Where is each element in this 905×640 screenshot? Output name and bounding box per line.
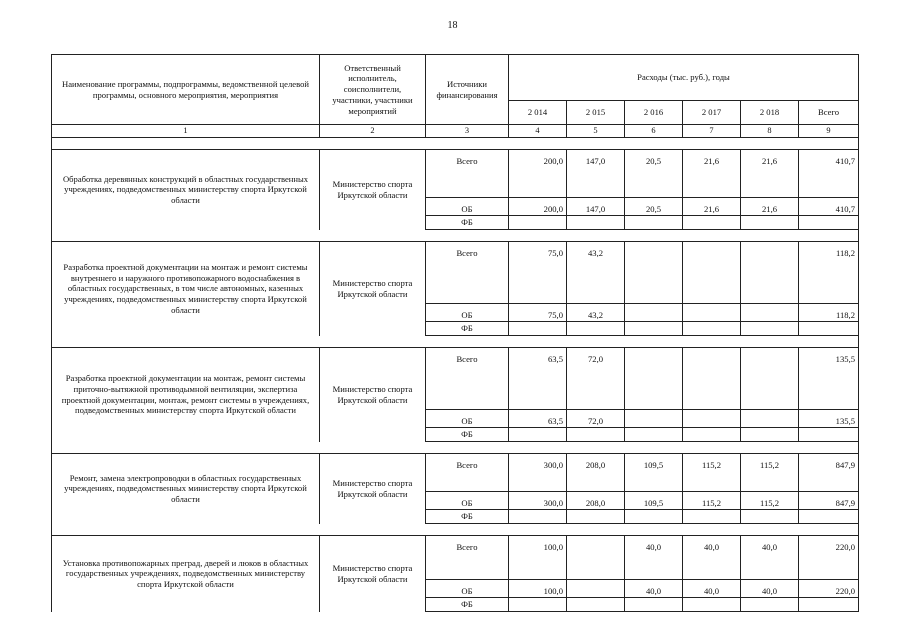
year-value-cell: 109,5	[625, 492, 683, 510]
year-value-cell: 75,0	[509, 242, 567, 304]
source-cell-vsego: Всего	[426, 242, 509, 304]
source-cell-vsego: Всего	[426, 348, 509, 410]
program-name-cell: Обработка деревянных конструкций в областных государственных учреждениях, подведомственных министерству спорта Иркутской области	[52, 150, 320, 230]
total-value-cell: 847,9	[799, 492, 859, 510]
year-value-cell	[625, 216, 683, 230]
row-spacer	[52, 138, 859, 150]
table-row-vsego	[52, 536, 859, 580]
year-value-cell: 200,0	[509, 150, 567, 198]
year-value-cell	[683, 410, 741, 428]
year-value-cell: 300,0	[509, 492, 567, 510]
year-value-cell	[625, 322, 683, 336]
year-value-cell: 72,0	[567, 410, 625, 428]
year-value-cell: 200,0	[509, 198, 567, 216]
year-value-cell	[509, 216, 567, 230]
spacer-cell	[52, 442, 859, 454]
year-value-cell: 100,0	[509, 580, 567, 598]
column-number: 5	[567, 125, 625, 138]
executor-cell: Министерство спорта Иркутской области	[320, 242, 426, 336]
year-value-cell: 208,0	[567, 454, 625, 492]
source-cell-vsego: Всего	[426, 150, 509, 198]
table-row-vsego	[52, 348, 859, 410]
source-cell-vsego: Всего	[426, 454, 509, 492]
source-cell-fb: ФБ	[426, 428, 509, 442]
column-number: 2	[320, 125, 426, 138]
program-name-cell: Разработка проектной документации на монтаж и ремонт системы внутреннего и наружного противопожарного водоснабжения в областных государственных, в том числе автономных, казенных учреждениях, подведомственных министерству спорта Иркутской области	[52, 242, 320, 336]
year-value-cell	[683, 598, 741, 612]
year-value-cell: 21,6	[683, 150, 741, 198]
header-year-2015: 2 015	[567, 101, 625, 125]
total-value-cell: 410,7	[799, 150, 859, 198]
year-value-cell	[683, 348, 741, 410]
year-value-cell	[741, 242, 799, 304]
row-spacer	[52, 442, 859, 454]
table-row-vsego	[52, 242, 859, 304]
source-cell-ob: ОБ	[426, 492, 509, 510]
total-value-cell: 135,5	[799, 348, 859, 410]
column-numbers-row	[52, 125, 859, 138]
year-value-cell: 21,6	[741, 150, 799, 198]
total-value-cell	[799, 428, 859, 442]
spacer-cell	[52, 336, 859, 348]
total-value-cell	[799, 216, 859, 230]
year-value-cell: 100,0	[509, 536, 567, 580]
year-value-cell	[567, 428, 625, 442]
year-value-cell	[567, 216, 625, 230]
year-value-cell: 147,0	[567, 150, 625, 198]
year-value-cell	[567, 580, 625, 598]
column-number: 1	[52, 125, 320, 138]
column-number: 4	[509, 125, 567, 138]
executor-cell: Министерство спорта Иркутской области	[320, 150, 426, 230]
executor-cell: Министерство спорта Иркутской области	[320, 348, 426, 442]
year-value-cell	[741, 322, 799, 336]
year-value-cell: 147,0	[567, 198, 625, 216]
total-value-cell: 410,7	[799, 198, 859, 216]
column-number: 6	[625, 125, 683, 138]
year-value-cell: 208,0	[567, 492, 625, 510]
header-year-2014: 2 014	[509, 101, 567, 125]
year-value-cell	[509, 322, 567, 336]
row-spacer	[52, 524, 859, 536]
header-year-2017: 2 017	[683, 101, 741, 125]
year-value-cell: 63,5	[509, 410, 567, 428]
year-value-cell: 300,0	[509, 454, 567, 492]
year-value-cell	[509, 598, 567, 612]
header-year-2018: 2 018	[741, 101, 799, 125]
year-value-cell: 21,6	[683, 198, 741, 216]
year-value-cell	[741, 510, 799, 524]
source-cell-fb: ФБ	[426, 598, 509, 612]
program-name-cell: Ремонт, замена электропроводки в областных государственных учреждениях, подведомственных министерству спорта Иркутской области	[52, 454, 320, 524]
row-spacer	[52, 230, 859, 242]
year-value-cell	[741, 348, 799, 410]
total-value-cell: 847,9	[799, 454, 859, 492]
source-cell-vsego: Всего	[426, 536, 509, 580]
year-value-cell	[625, 598, 683, 612]
year-value-cell	[625, 428, 683, 442]
year-value-cell	[567, 536, 625, 580]
year-value-cell	[683, 428, 741, 442]
year-value-cell	[567, 322, 625, 336]
year-value-cell	[741, 428, 799, 442]
source-cell-ob: ОБ	[426, 198, 509, 216]
year-value-cell: 109,5	[625, 454, 683, 492]
total-value-cell	[799, 598, 859, 612]
year-value-cell: 115,2	[683, 454, 741, 492]
total-value-cell: 118,2	[799, 304, 859, 322]
table-body	[52, 138, 859, 612]
source-cell-ob: ОБ	[426, 304, 509, 322]
year-value-cell	[625, 304, 683, 322]
column-number: 3	[426, 125, 509, 138]
header-executor: Ответственный исполнитель, соисполнители, участники, участники мероприятий	[320, 55, 426, 125]
expenses-table	[51, 54, 859, 612]
year-value-cell: 115,2	[683, 492, 741, 510]
year-value-cell	[683, 510, 741, 524]
row-spacer	[52, 336, 859, 348]
spacer-cell	[52, 230, 859, 242]
year-value-cell	[625, 348, 683, 410]
column-number: 9	[799, 125, 859, 138]
year-value-cell: 20,5	[625, 198, 683, 216]
spacer-cell	[52, 138, 859, 150]
year-value-cell: 40,0	[625, 536, 683, 580]
year-value-cell	[567, 598, 625, 612]
year-value-cell	[567, 510, 625, 524]
year-value-cell: 40,0	[683, 536, 741, 580]
header-total: Всего	[799, 101, 859, 125]
year-value-cell: 40,0	[741, 536, 799, 580]
year-value-cell	[683, 304, 741, 322]
header-expenses: Расходы (тыс. руб.), годы	[509, 55, 859, 101]
total-value-cell: 220,0	[799, 580, 859, 598]
year-value-cell: 40,0	[741, 580, 799, 598]
year-value-cell: 63,5	[509, 348, 567, 410]
source-cell-ob: ОБ	[426, 410, 509, 428]
year-value-cell	[509, 510, 567, 524]
executor-cell: Министерство спорта Иркутской области	[320, 536, 426, 612]
year-value-cell	[625, 242, 683, 304]
total-value-cell: 135,5	[799, 410, 859, 428]
year-value-cell	[741, 216, 799, 230]
program-name-cell: Разработка проектной документации на монтаж, ремонт системы приточно-вытяжной противодымной вентиляции, экспертиза проектной документации, монтаж, ремонт системы в учреждениях, подведомственных министерству спорта Иркутской области	[52, 348, 320, 442]
year-value-cell: 75,0	[509, 304, 567, 322]
source-cell-fb: ФБ	[426, 510, 509, 524]
year-value-cell	[683, 322, 741, 336]
source-cell-fb: ФБ	[426, 322, 509, 336]
year-value-cell	[741, 410, 799, 428]
year-value-cell: 43,2	[567, 304, 625, 322]
year-value-cell: 43,2	[567, 242, 625, 304]
table-row-vsego	[52, 454, 859, 492]
total-value-cell	[799, 322, 859, 336]
year-value-cell: 20,5	[625, 150, 683, 198]
program-name-cell: Установка противопожарных преград, дверей и люков в областных государственных учреждениях, подведомственных министерству спорта Иркутской области	[52, 536, 320, 612]
year-value-cell	[683, 242, 741, 304]
total-value-cell: 118,2	[799, 242, 859, 304]
year-value-cell	[741, 598, 799, 612]
spacer-cell	[52, 524, 859, 536]
year-value-cell: 40,0	[683, 580, 741, 598]
year-value-cell: 115,2	[741, 492, 799, 510]
year-value-cell: 72,0	[567, 348, 625, 410]
year-value-cell	[509, 428, 567, 442]
executor-cell: Министерство спорта Иркутской области	[320, 454, 426, 524]
header-year-2016: 2 016	[625, 101, 683, 125]
column-number: 8	[741, 125, 799, 138]
header-program-name: Наименование программы, подпрограммы, ведомственной целевой программы, основного мероприятия, мероприятия	[52, 55, 320, 125]
table-row-vsego	[52, 150, 859, 198]
source-cell-ob: ОБ	[426, 580, 509, 598]
year-value-cell: 40,0	[625, 580, 683, 598]
column-number: 7	[683, 125, 741, 138]
source-cell-fb: ФБ	[426, 216, 509, 230]
year-value-cell	[625, 510, 683, 524]
year-value-cell: 21,6	[741, 198, 799, 216]
year-value-cell	[683, 216, 741, 230]
page-number: 18	[447, 20, 458, 31]
year-value-cell	[625, 410, 683, 428]
total-value-cell	[799, 510, 859, 524]
year-value-cell	[741, 304, 799, 322]
year-value-cell: 115,2	[741, 454, 799, 492]
header-sources: Источники финансирования	[426, 55, 509, 125]
total-value-cell: 220,0	[799, 536, 859, 580]
